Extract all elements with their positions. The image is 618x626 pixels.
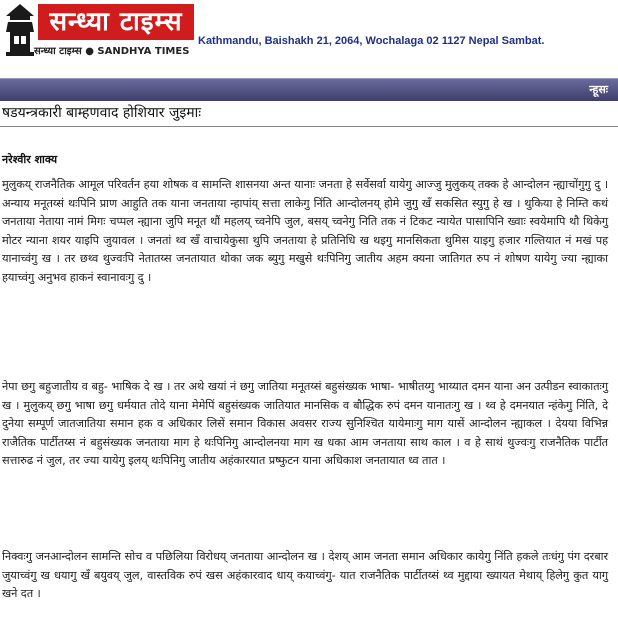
site-logo[interactable] xyxy=(4,2,196,60)
dateline: Kathmandu, Baishakh 21, 2064, Wochalaga 02 1127 Nepal Sambat. xyxy=(198,35,545,47)
temple-emblem-icon xyxy=(4,2,36,58)
site-header xyxy=(0,0,618,76)
article-paragraph-1: मुलुकय् राजनैतिक आमूल परिवर्तन हया शोषक व सामन्ति शासनया अन्त यानाः जनता हे सर्वेसर्वा यायेगु आज्जु मुलुकय् तक्क हे आन्दोलन न्ह्याचोंगुगु दु । अन्याय मनूतय्सं थःपिनि प्राण आहुति तक याना जनताया न्हापांय् सत्ता लाकेगु निंति आन्दोलनय् होमे जुगु खँ सकसित स्युगु हे ख । थुकिया हे निम्ति कथं जनताया नेताया नामं मिगः चप्पल न्ह्याना जुपि मनूत थौं महलय् च्वनेपि जुल, बसय् च्वनेगु निति तक नं टिकट न्यायेत पासापिनि ख्वाः स्वयेमापि थौ थिकेगु मोटर न्याना शयर याइपि जुयावल । जनतां थ्व खँ वाचायेकुसा थुपि जनताया हे प्रतिनिधि ख थइगु मानसिकता थुमिस याइगु हजार गल्तियात नं मखं पह यानाच्वंगु ख । तर छथ्व थुज्वःपि नेतातय्स जनतायात थोका जक ब्युगु मखुसे थःपिनिगु जातीय अहम क्यना जातिगत रुप नं शोषण यायेगु ज्या न्ह्याका हयाच्वंगु अनुभव हाकनं स्वानावःगु दु । xyxy=(2,178,608,284)
article-paragraph-2: नेपा छगु बहुजातीय व बहु- भाषिक दे ख । तर अथे खयां नं छगु जातिया मनूतय्सं बहुसंख्यक भाषा- भाषीतय्गु भाय्यात दमन याना अन उत्पीडन स्वाकातःगु ख । मुलुकय् छगु भाषा छगु धर्मयात तोदे याना मेमेपिं बहुसंख्यक जातियात मानसिक व बौद्धिक रुपं दमन यानातःगु ख । थ्व हे दमनयात न्हंकेगु निंति, दे दुनेया सम्पूर्ण जातजातिया समान हक व अधिकार लिसें समान विकास अवसर राज्य सुनिश्चित यायेमाःगु माग यासें आन्दोलन न्ह्याकल । देयया विभिन्न राजैतिक पार्टीतय्स नं बहुसंख्यक जनताया माग हे थःपिनिगु आन्दोलनया माग ख धका आम जनताया साथ काल । व हे साथं थुज्वःगु राजनैतिक पार्टीत सत्तारुढ नं जुल, तर ज्या यायेगु इलय् थःपिनिगु जातीय अहंकारयात प्रष्फुटन याना अधिकाश जनतायात ध्व तात । xyxy=(2,380,608,468)
logo-subtitle: सन्ध्या टाइम्स ● SANDHYA TIMES xyxy=(34,46,190,57)
article-paragraph-3: निक्वःगु जनआन्दोलन सामन्ति सोच व पछिलिया विरोधय् जनताया आन्दोलन ख । देशय् आम जनता समान अधिकार कायेगु निंति हकले तःधंगु पंग दरबार जुयाच्वंगु ख धयागु खँ बयुवय् जुल, वास्तविक रुपं खस अहंकारवाद धाय् कयाच्वंगु- यात राजनैतिक पार्टीतय्सं थ्व मुद्दाया ख्यायत मेथाय् हिलेगु कुत यागु खने दत । xyxy=(2,550,608,601)
logo-title: सन्ध्या टाइम्स xyxy=(38,4,194,40)
article-headline: षडयन्त्रकारी बाम्हणवाद होशियार जुइमाः xyxy=(2,105,202,121)
headline-divider xyxy=(0,126,618,127)
news-link[interactable]: न्हूसः xyxy=(589,83,608,96)
nav-bar xyxy=(0,78,618,101)
article-author: नरेश्वीर शाक्य xyxy=(2,153,58,166)
